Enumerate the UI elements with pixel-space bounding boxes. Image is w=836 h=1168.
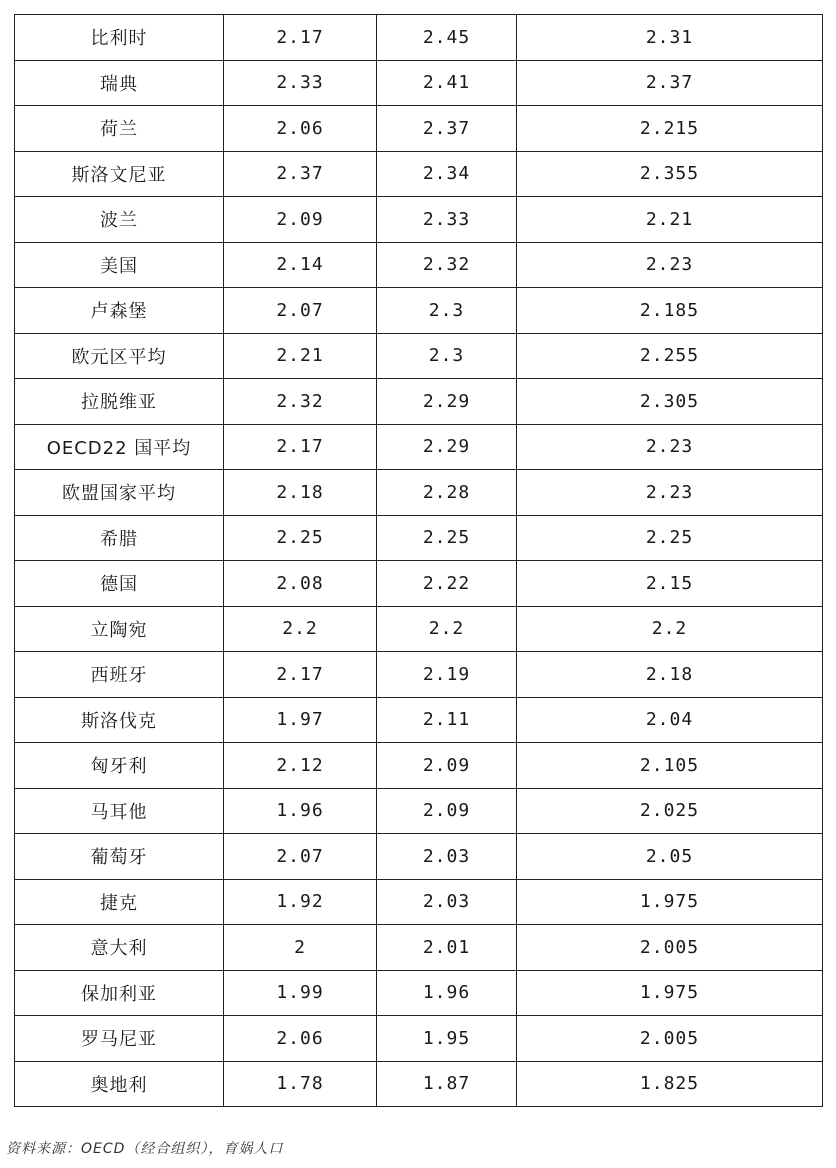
value-cell-3: 2.215 <box>517 106 823 152</box>
country-cell: 德国 <box>15 561 224 607</box>
value-cell-2: 2.28 <box>377 470 517 516</box>
value-cell-2: 2.09 <box>377 743 517 789</box>
value-cell-1: 2.08 <box>224 561 377 607</box>
table-row <box>15 15 823 61</box>
value-cell-2: 1.96 <box>377 970 517 1016</box>
value-cell-2: 2.09 <box>377 788 517 834</box>
value-cell-3: 2.025 <box>517 788 823 834</box>
value-cell-1: 2.2 <box>224 606 377 652</box>
value-cell-3: 2.18 <box>517 652 823 698</box>
value-cell-3: 1.975 <box>517 879 823 925</box>
data-table-container <box>14 14 822 1107</box>
table-row <box>15 606 823 652</box>
table-row <box>15 970 823 1016</box>
country-cell: 瑞典 <box>15 60 224 106</box>
value-cell-3: 2.37 <box>517 60 823 106</box>
value-cell-3: 2.355 <box>517 151 823 197</box>
table-row <box>15 743 823 789</box>
value-cell-3: 2.23 <box>517 242 823 288</box>
value-cell-3: 2.005 <box>517 925 823 971</box>
country-cell: 葡萄牙 <box>15 834 224 880</box>
country-cell: 比利时 <box>15 15 224 61</box>
value-cell-3: 2.23 <box>517 424 823 470</box>
country-cell: 希腊 <box>15 515 224 561</box>
value-cell-3: 2.31 <box>517 15 823 61</box>
value-cell-3: 2.185 <box>517 288 823 334</box>
country-cell: 西班牙 <box>15 652 224 698</box>
value-cell-1: 2 <box>224 925 377 971</box>
value-cell-3: 2.255 <box>517 333 823 379</box>
country-cell: 波兰 <box>15 197 224 243</box>
table-row <box>15 788 823 834</box>
country-cell: 匈牙利 <box>15 743 224 789</box>
country-cell: 奥地利 <box>15 1061 224 1107</box>
value-cell-1: 1.78 <box>224 1061 377 1107</box>
country-cell: 斯洛文尼亚 <box>15 151 224 197</box>
value-cell-1: 2.14 <box>224 242 377 288</box>
value-cell-2: 2.03 <box>377 879 517 925</box>
value-cell-1: 2.21 <box>224 333 377 379</box>
table-row <box>15 515 823 561</box>
value-cell-1: 2.06 <box>224 1016 377 1062</box>
country-cell: 卢森堡 <box>15 288 224 334</box>
value-cell-3: 2.23 <box>517 470 823 516</box>
country-cell: 马耳他 <box>15 788 224 834</box>
value-cell-1: 2.33 <box>224 60 377 106</box>
value-cell-1: 2.07 <box>224 834 377 880</box>
value-cell-2: 2.2 <box>377 606 517 652</box>
country-cell: 斯洛伐克 <box>15 697 224 743</box>
value-cell-1: 2.32 <box>224 379 377 425</box>
value-cell-1: 2.17 <box>224 424 377 470</box>
country-cell: 保加利亚 <box>15 970 224 1016</box>
value-cell-3: 2.25 <box>517 515 823 561</box>
table-row <box>15 1061 823 1107</box>
value-cell-1: 1.97 <box>224 697 377 743</box>
value-cell-1: 1.96 <box>224 788 377 834</box>
table-row <box>15 288 823 334</box>
value-cell-1: 1.92 <box>224 879 377 925</box>
value-cell-1: 2.17 <box>224 652 377 698</box>
value-cell-2: 2.33 <box>377 197 517 243</box>
value-cell-1: 2.17 <box>224 15 377 61</box>
value-cell-1: 2.25 <box>224 515 377 561</box>
table-row <box>15 60 823 106</box>
value-cell-2: 1.87 <box>377 1061 517 1107</box>
value-cell-2: 1.95 <box>377 1016 517 1062</box>
value-cell-2: 2.34 <box>377 151 517 197</box>
table-row <box>15 379 823 425</box>
value-cell-1: 2.18 <box>224 470 377 516</box>
value-cell-1: 2.12 <box>224 743 377 789</box>
table-body <box>15 15 823 1107</box>
value-cell-3: 2.005 <box>517 1016 823 1062</box>
table-row <box>15 925 823 971</box>
country-cell: 捷克 <box>15 879 224 925</box>
value-cell-3: 2.05 <box>517 834 823 880</box>
table-row <box>15 333 823 379</box>
source-note: 资料来源：OECD（经合组织），育娲人口 <box>6 1141 284 1157</box>
value-cell-2: 2.22 <box>377 561 517 607</box>
value-cell-2: 2.45 <box>377 15 517 61</box>
country-cell: 欧盟国家平均 <box>15 470 224 516</box>
table-row <box>15 470 823 516</box>
country-cell: 拉脱维亚 <box>15 379 224 425</box>
table-row <box>15 424 823 470</box>
value-cell-1: 2.09 <box>224 197 377 243</box>
value-cell-3: 1.975 <box>517 970 823 1016</box>
value-cell-2: 2.19 <box>377 652 517 698</box>
country-cell: 罗马尼亚 <box>15 1016 224 1062</box>
value-cell-1: 1.99 <box>224 970 377 1016</box>
value-cell-2: 2.29 <box>377 379 517 425</box>
value-cell-3: 2.2 <box>517 606 823 652</box>
table-row <box>15 652 823 698</box>
value-cell-3: 2.21 <box>517 197 823 243</box>
table-row <box>15 697 823 743</box>
value-cell-2: 2.32 <box>377 242 517 288</box>
value-cell-2: 2.41 <box>377 60 517 106</box>
data-table <box>14 14 823 1107</box>
country-cell: 欧元区平均 <box>15 333 224 379</box>
country-cell: 美国 <box>15 242 224 288</box>
table-row <box>15 834 823 880</box>
value-cell-2: 2.3 <box>377 288 517 334</box>
table-row <box>15 879 823 925</box>
value-cell-1: 2.06 <box>224 106 377 152</box>
country-cell: 荷兰 <box>15 106 224 152</box>
country-cell: 意大利 <box>15 925 224 971</box>
value-cell-2: 2.01 <box>377 925 517 971</box>
table-row <box>15 106 823 152</box>
value-cell-2: 2.3 <box>377 333 517 379</box>
table-row <box>15 1016 823 1062</box>
table-row <box>15 242 823 288</box>
country-cell: 立陶宛 <box>15 606 224 652</box>
value-cell-2: 2.03 <box>377 834 517 880</box>
value-cell-3: 2.04 <box>517 697 823 743</box>
table-row <box>15 561 823 607</box>
value-cell-2: 2.11 <box>377 697 517 743</box>
value-cell-1: 2.07 <box>224 288 377 334</box>
table-row <box>15 197 823 243</box>
value-cell-3: 2.105 <box>517 743 823 789</box>
value-cell-2: 2.37 <box>377 106 517 152</box>
value-cell-3: 2.15 <box>517 561 823 607</box>
value-cell-3: 1.825 <box>517 1061 823 1107</box>
value-cell-3: 2.305 <box>517 379 823 425</box>
value-cell-1: 2.37 <box>224 151 377 197</box>
value-cell-2: 2.25 <box>377 515 517 561</box>
value-cell-2: 2.29 <box>377 424 517 470</box>
table-row <box>15 151 823 197</box>
country-cell: OECD22 国平均 <box>15 424 224 470</box>
